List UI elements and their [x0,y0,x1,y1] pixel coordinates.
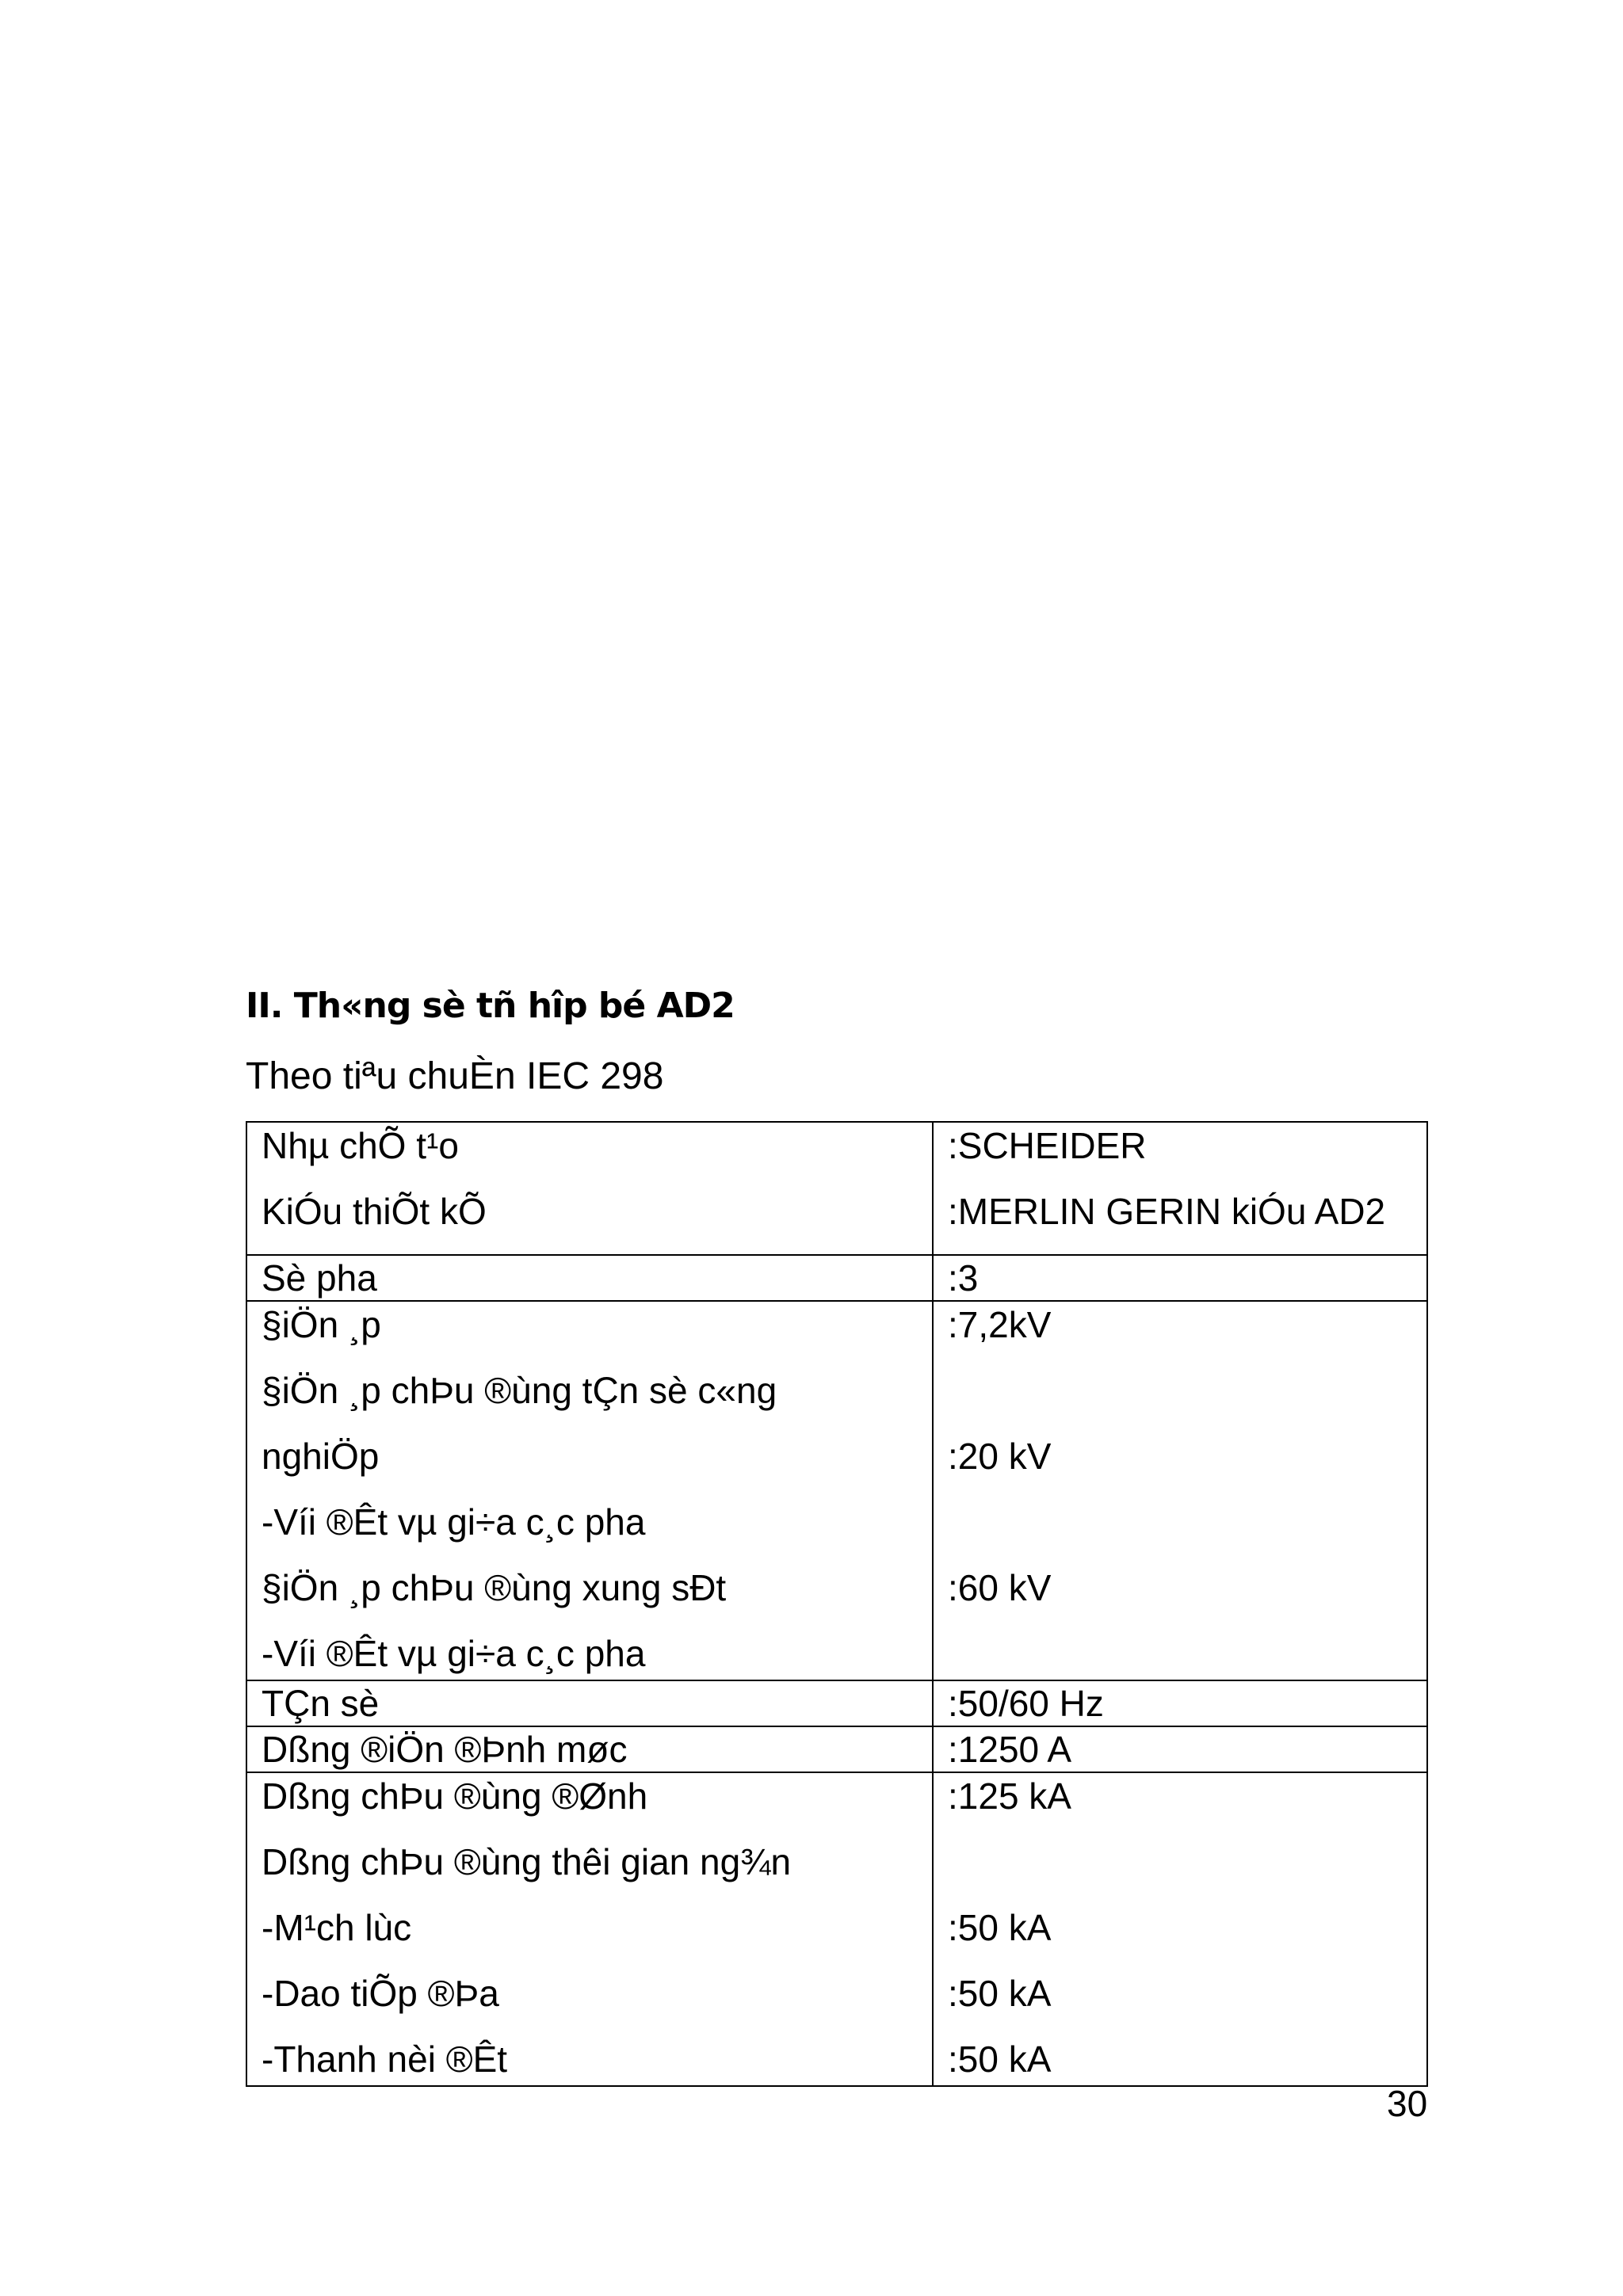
table-cell-value [933,1301,1427,1680]
cell-line [948,1839,1426,1905]
cell-line: Dßng chÞu ®ùng ®Ønh [262,1775,648,1817]
cell-line: KiÓu thiÕt kÕ [262,1191,487,1232]
cell-line: -Víi ®Êt vµ gi÷a c¸c pha [262,1633,646,1674]
cell-line: §iÖn ¸p chÞu ®ùng tÇn sè c«ng [262,1370,777,1411]
cell-line: -M¹ch lùc [262,1907,412,1948]
table-cell-value [933,1680,1427,1726]
table-row-voltage [246,1301,1427,1680]
cell-line: :3 [948,1257,979,1299]
table-cell-value [933,1772,1427,2086]
cell-line: Dßng ®iÖn ®Þnh møc [262,1729,628,1770]
table-row-frequency [246,1680,1427,1726]
cell-line: :50 kA [948,1907,1052,1948]
cell-line: §iÖn ¸p chÞu ®ùng xung sÐt [262,1567,727,1608]
cell-line: nghiÖp [262,1436,380,1477]
section-heading: II. Th«ng sè tñ hîp bé AD2 [246,986,735,1026]
cell-line: :50 kA [948,2039,1052,2080]
cell-line: -Víi ®Êt vµ gi÷a c¸c pha [262,1501,646,1543]
cell-line: §iÖn ¸p [262,1304,381,1345]
page-number: 30 [1387,2083,1428,2124]
cell-line: TÇn sè [262,1683,380,1724]
cell-line: -Thanh nèi ®Êt [262,2039,508,2080]
table-cell-label [246,1255,933,1301]
cell-line: Nhµ chÕ t¹o [262,1125,459,1166]
table-cell-value [933,1122,1427,1255]
cell-line: :60 kV [948,1567,1052,1608]
table-row-manufacturer [246,1122,1427,1255]
cell-line: :50/60 Hz [948,1683,1104,1724]
table-cell-value [933,1726,1427,1772]
standard-note: Theo tiªu chuÈn IEC 298 [246,1055,664,1097]
specification-table [246,1121,1428,2087]
table-cell-label [246,1301,933,1680]
table-cell-label [246,1680,933,1726]
cell-line: :1250 A [948,1729,1072,1770]
cell-line: :20 kV [948,1436,1052,1477]
cell-line [948,1367,1426,1433]
table-cell-label [246,1726,933,1772]
table-row-phases [246,1255,1427,1301]
cell-line: :7,2kV [948,1304,1052,1345]
cell-line: :SCHEIDER [948,1125,1147,1166]
cell-line: -Dao tiÕp ®Þa [262,1973,499,2014]
cell-line: :MERLIN GERIN kiÓu AD2 [948,1191,1386,1232]
table-cell-label [246,1772,933,2086]
table-cell-label [246,1122,933,1255]
table-row-withstand-current [246,1772,1427,2086]
cell-line [948,1499,1426,1565]
cell-line [948,1630,1426,1680]
table-cell-value [933,1255,1427,1301]
table-row-rated-current [246,1726,1427,1772]
cell-line: :50 kA [948,1973,1052,2014]
cell-line: Dßng chÞu ®ùng thêi gian ng¾n [262,1841,792,1882]
cell-line: Sè pha [262,1257,377,1299]
cell-line: :125 kA [948,1775,1071,1817]
